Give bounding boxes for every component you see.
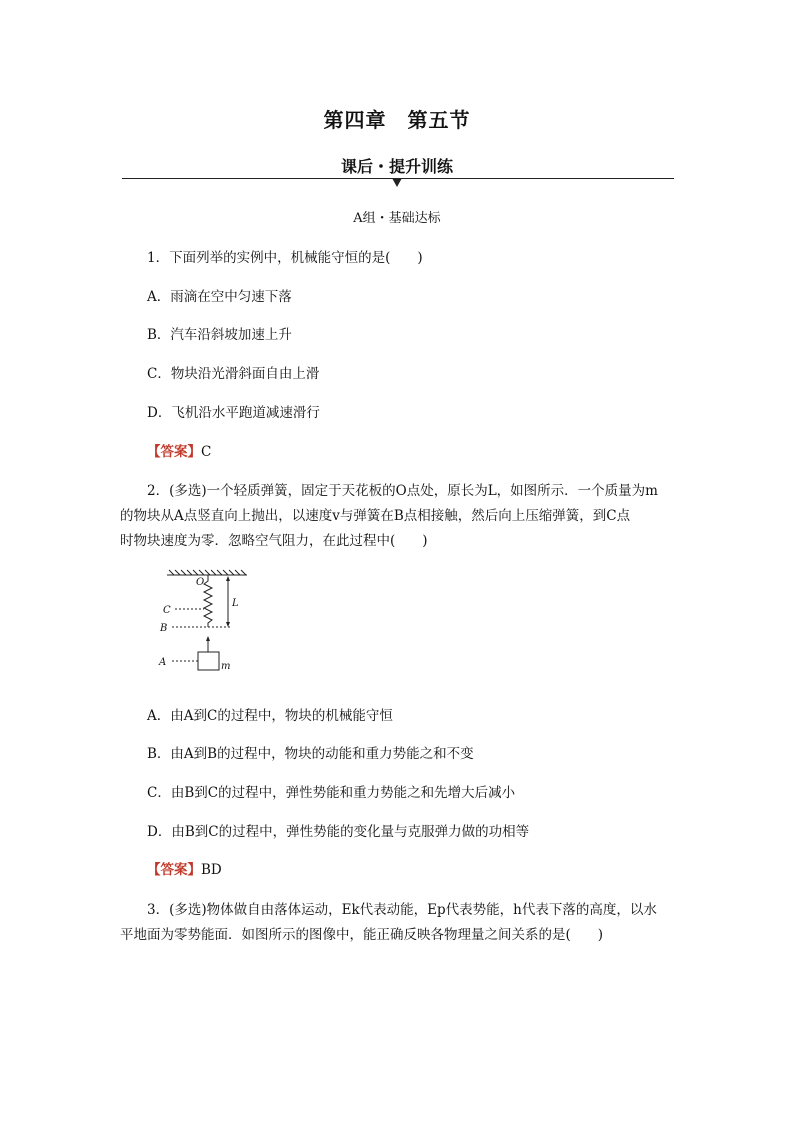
answer-value: C xyxy=(201,444,212,460)
q3-stem-line1: 3．(多选)物体做自由落体运动，Ek代表动能，Ep代表势能，h代表下落的高度，以水 xyxy=(147,902,657,918)
length-arrow-head-bottom xyxy=(226,622,230,627)
q1-answer xyxy=(147,440,211,460)
block xyxy=(198,652,219,670)
spring-coil xyxy=(204,575,212,627)
q3-stem-line2: 平地面为零势能面．如图所示的图像中，能正确反映各物理量之间关系的是( ) xyxy=(120,927,604,943)
page-title: 第四章 第五节 xyxy=(323,108,471,132)
ceiling xyxy=(167,570,247,575)
q2-option-c: C．由B到C的过程中，弹性势能和重力势能之和先增大后减小 xyxy=(147,785,516,801)
label-c: C xyxy=(163,605,171,616)
label-o: O xyxy=(196,577,205,588)
spring-diagram xyxy=(155,568,265,678)
label-m: m xyxy=(221,661,231,672)
q1-option-c: C．物块沿光滑斜面自由上滑 xyxy=(147,366,320,382)
q2-stem-line3: 时物块速度为零．忽略空气阻力，在此过程中( ) xyxy=(120,533,428,549)
q1-option-b: B．汽车沿斜坡加速上升 xyxy=(147,327,292,343)
q2-option-d: D．由B到C的过程中，弹性势能的变化量与克服弹力做的功相等 xyxy=(147,824,530,840)
q1-option-d: D．飞机沿水平跑道减速滑行 xyxy=(147,405,320,421)
q2-stem-line1: 2．(多选)一个轻质弹簧，固定于天花板的O点处，原长为L，如图所示．一个质量为m xyxy=(147,483,658,499)
q2-stem-line2: 的物块从A点竖直向上抛出，以速度v与弹簧在B点相接触，然后向上压缩弹簧，到C点 xyxy=(120,508,631,524)
answer-value: BD xyxy=(201,862,222,878)
label-a: A xyxy=(159,657,167,668)
q2-option-a: A．由A到C的过程中，物块的机械能守恒 xyxy=(147,708,393,724)
label-l: L xyxy=(232,598,239,609)
label-b: B xyxy=(160,623,168,634)
section-subtitle: 课后・提升训练 xyxy=(340,157,453,176)
length-arrow-head-top xyxy=(226,576,230,581)
q2-option-b: B．由A到B的过程中，物块的动能和重力势能之和不变 xyxy=(147,746,474,762)
answer-label: 【答案】 xyxy=(147,862,201,878)
q1-option-a: A．雨滴在空中匀速下落 xyxy=(147,289,292,305)
header-rule-marker xyxy=(392,178,402,187)
q2-answer xyxy=(147,858,222,878)
answer-label: 【答案】 xyxy=(147,444,201,460)
velocity-arrow-head xyxy=(206,636,210,641)
q1-stem: 1．下面列举的实例中，机械能守恒的是( ) xyxy=(147,250,423,266)
group-title: A组・基础达标 xyxy=(353,211,441,226)
